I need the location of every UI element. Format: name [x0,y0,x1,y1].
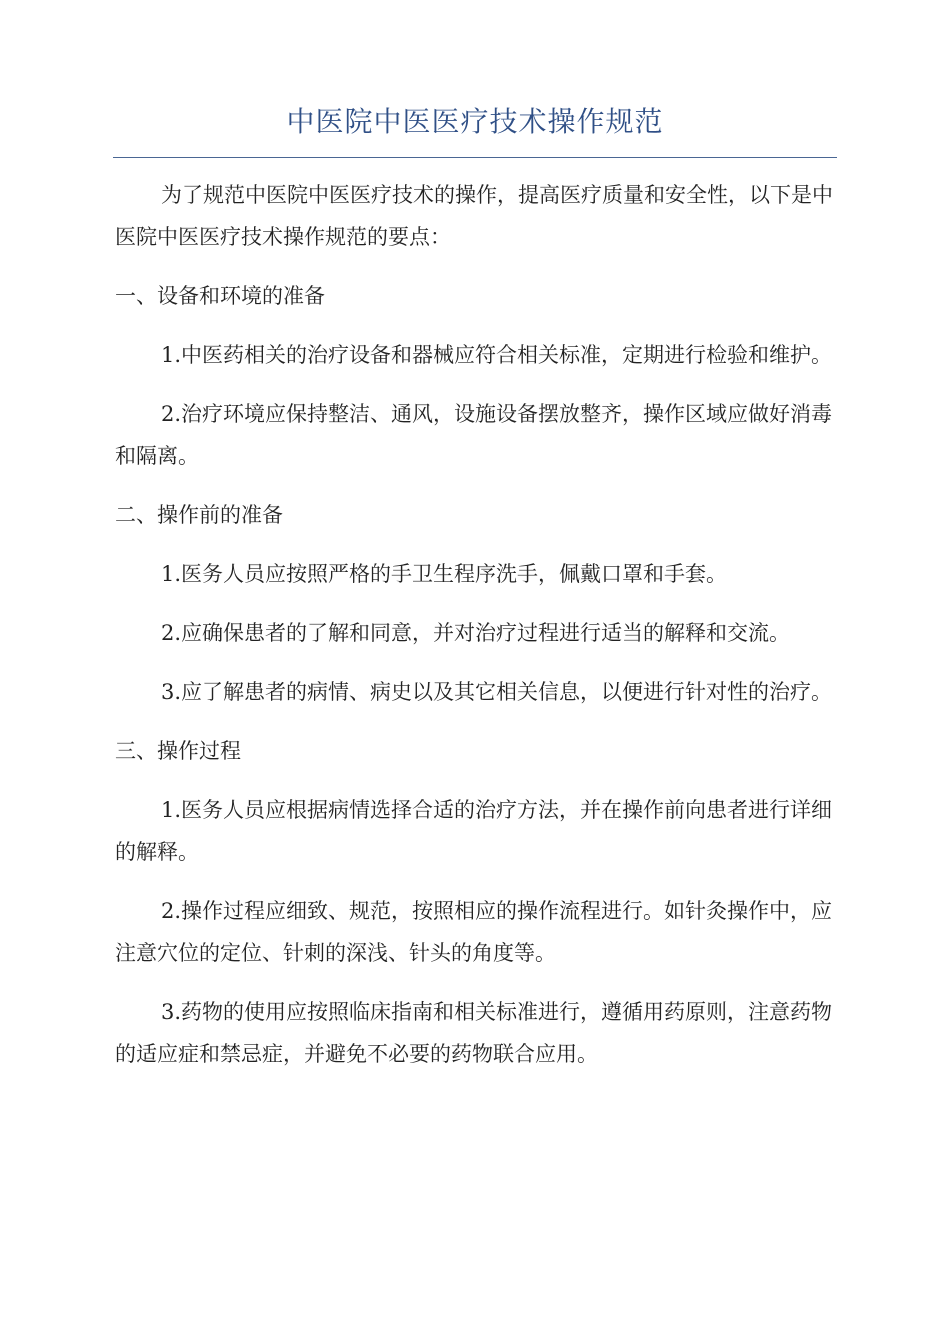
section-item-paragraph: 2.操作过程应细致、规范，按照相应的操作流程进行。如针灸操作中，应注意穴位的定位、针刺的深浅、针头的角度等。 [115,899,833,965]
section-item-paragraph: 3.药物的使用应按照临床指南和相关标准进行，遵循用药原则，注意药物的适应症和禁忌症，并避免不必要的药物联合应用。 [115,1000,833,1066]
section-item-paragraph: 3.应了解患者的病情、病史以及其它相关信息，以便进行针对性的治疗。 [161,680,833,704]
section-item-paragraph: 2.应确保患者的了解和同意，并对治疗过程进行适当的解释和交流。 [161,621,791,645]
title-divider [113,157,837,158]
section-item-paragraph: 1.医务人员应按照严格的手卫生程序洗手，佩戴口罩和手套。 [161,562,728,586]
intro-paragraph: 为了规范中医院中医医疗技术的操作，提高医疗质量和安全性，以下是中医院中医医疗技术操作规范的要点： [115,183,833,249]
document-title: 中医院中医医疗技术操作规范 [286,105,664,138]
section-item-paragraph: 1.中医药相关的治疗设备和器械应符合相关标准，定期进行检验和维护。 [161,343,833,367]
section-item-paragraph: 2.治疗环境应保持整洁、通风，设施设备摆放整齐，操作区域应做好消毒和隔离。 [115,402,833,468]
document-body [115,174,850,1092]
section-item-paragraph: 1.医务人员应根据病情选择合适的治疗方法，并在操作前向患者进行详细的解释。 [115,798,833,864]
section-heading-equipment: 一、设备和环境的准备 [115,284,325,308]
section-heading-preparation: 二、操作前的准备 [115,503,283,527]
section-heading-procedure: 三、操作过程 [115,739,241,763]
